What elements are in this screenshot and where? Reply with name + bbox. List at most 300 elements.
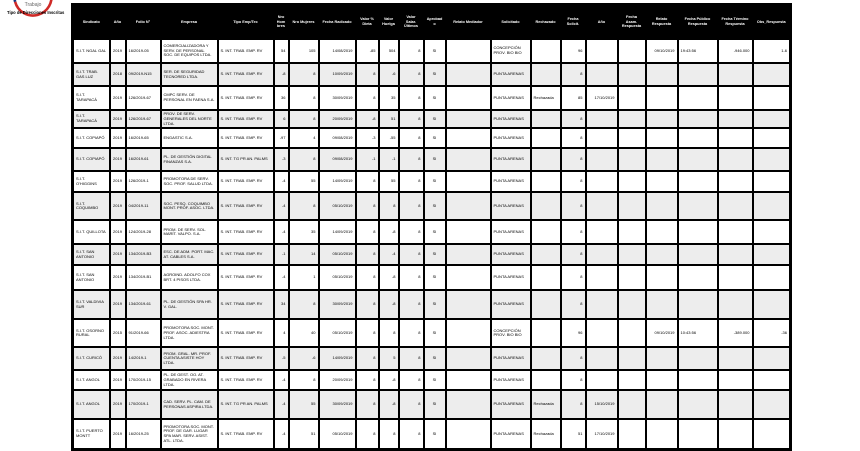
table-cell	[646, 110, 678, 128]
table-row	[73, 192, 791, 220]
table-cell: 14	[289, 244, 319, 265]
table-cell	[678, 370, 718, 390]
table-cell	[646, 265, 678, 290]
table-cell: SER. DE SEGURIDAD TECNORED LTDA.	[161, 63, 218, 86]
table-cell	[718, 419, 753, 449]
table-cell: 05/10/2019	[319, 319, 356, 347]
table-cell: -4	[274, 220, 289, 244]
table-cell: 30/09/2019	[319, 390, 356, 419]
table-cell: 8	[399, 220, 424, 244]
table-cell: S. INT. TRAB. EMP. RV	[218, 110, 274, 128]
table-cell: 8	[561, 192, 586, 220]
table-cell: 8	[356, 319, 379, 347]
table-cell: S.I.T. SAN ANTONIO	[73, 265, 110, 290]
table-cell: Rechazada	[531, 390, 561, 419]
table-cell: PROM. DE SERV. SOL. MARÍT. VALPO. S.A.	[161, 220, 218, 244]
table-cell: 1	[289, 265, 319, 290]
table-cell: S. INT. TRAB. EMP. RV	[218, 265, 274, 290]
table-cell: 09/08/2019	[319, 128, 356, 148]
table-cell: 8	[399, 110, 424, 128]
table-cell: PL. DE GESTIÓN SPA HR. V. GAL.	[161, 290, 218, 319]
table-cell	[678, 220, 718, 244]
table-cell: 8	[561, 390, 586, 419]
table-cell: 34	[274, 290, 289, 319]
table-cell: -5	[274, 347, 289, 370]
table-cell: 4	[289, 128, 319, 148]
table-cell: -97	[274, 128, 289, 148]
table-cell: AGROIND. ADOLFO COX BRT. 4 PISOS LTDA.	[161, 265, 218, 290]
logo-text: Trabajo	[24, 2, 42, 8]
table-cell: CONCEPCIÓN PROV. BIO BIO	[491, 319, 531, 347]
table-cell: PROMOTORA SOC. MONT. PROF. ASOC. ADIESTRA LTDA.	[161, 319, 218, 347]
table-cell: 05/10/2019	[319, 419, 356, 449]
table-cell: 17/10/2019	[586, 86, 618, 110]
table-cell: SI	[424, 220, 446, 244]
table-cell: S. INT. TRAB. EMP. RV	[218, 39, 274, 63]
table-cell	[678, 419, 718, 449]
table-cell: 14/09/2019	[319, 347, 356, 370]
table-cell: 8	[289, 192, 319, 220]
table-cell	[646, 128, 678, 148]
table-cell: -8	[379, 390, 399, 419]
table-row	[73, 110, 791, 128]
table-cell: PL. DE GEST. OO. AT. GRABADO EN RIVERA LTDA.	[161, 370, 218, 390]
table-cell	[446, 265, 491, 290]
table-cell: PROM. GRAL. MR. PROF. CUENTA ASISTE HOY LTDA.	[161, 347, 218, 370]
table-cell: PL. DE GESTIÓN DIGITAL FINANZAS S.A.	[161, 148, 218, 171]
table-cell	[586, 110, 618, 128]
table-cell	[678, 171, 718, 192]
table-cell	[753, 265, 791, 290]
table-cell	[586, 265, 618, 290]
table-cell: S.I.T. SAN ANTONIO	[73, 244, 110, 265]
column-header: Fecha Solicit.	[561, 5, 586, 40]
table-cell	[618, 63, 646, 86]
table-cell: S.I.T. O'HIGGINS	[73, 171, 110, 192]
table-cell: -85	[356, 39, 379, 63]
table-cell	[618, 244, 646, 265]
table-cell: -1	[356, 148, 379, 171]
table-cell: S.I.T. OSORNO RURAL	[73, 319, 110, 347]
column-header: Aprobado	[424, 5, 446, 40]
table-cell: -389.000	[718, 319, 753, 347]
table-cell: 16/2019-61	[126, 148, 161, 171]
table-cell	[618, 347, 646, 370]
table-cell: 96	[561, 39, 586, 63]
column-header: Valor Huelga	[379, 5, 399, 40]
table-cell	[531, 192, 561, 220]
table-row	[73, 171, 791, 192]
table-cell: S. INT. TRAB. EMP. RV	[218, 192, 274, 220]
table-cell: SI	[424, 319, 446, 347]
table-cell: 504	[379, 39, 399, 63]
column-header: Fecha Término Respuesta	[718, 5, 753, 40]
table-cell	[446, 370, 491, 390]
table-cell	[446, 419, 491, 449]
table-cell	[531, 220, 561, 244]
table-cell: 16/2019-05	[126, 39, 161, 63]
column-header: Fecha Público Respuesta	[678, 5, 718, 40]
table-cell	[718, 220, 753, 244]
table-cell	[753, 244, 791, 265]
table-cell: ESC. DE ADM. PORT. MAC. AT. CABLES S.A.	[161, 244, 218, 265]
table-cell: 30/09/2019	[319, 86, 356, 110]
table-row	[73, 265, 791, 290]
table-cell	[678, 148, 718, 171]
table-cell	[531, 290, 561, 319]
table-cell	[446, 171, 491, 192]
table-cell: S.I.T. NGAL GAL	[73, 39, 110, 63]
table-cell	[618, 319, 646, 347]
table-cell: S.I.T. TARAPACÁ	[73, 110, 110, 128]
table-cell: 35	[379, 86, 399, 110]
table-cell: 8	[561, 265, 586, 290]
table-cell: 8	[399, 148, 424, 171]
table-cell: SI	[424, 390, 446, 419]
table-cell: -8	[379, 290, 399, 319]
table-cell: 8	[399, 290, 424, 319]
table-row	[73, 148, 791, 171]
table-cell	[753, 390, 791, 419]
table-cell	[618, 148, 646, 171]
table-cell	[678, 192, 718, 220]
table-cell: 8	[561, 244, 586, 265]
table-cell: 40	[289, 319, 319, 347]
table-cell	[718, 192, 753, 220]
table-cell	[678, 128, 718, 148]
table-cell: -4	[274, 171, 289, 192]
table-cell	[678, 390, 718, 419]
table-cell: 8	[379, 419, 399, 449]
column-header: Valor Salar. Últimos	[399, 5, 424, 40]
table-cell: 134/2019-B3	[126, 244, 161, 265]
table-cell: 2019	[110, 192, 126, 220]
table-cell: 14/2019-1	[126, 347, 161, 370]
table-cell	[718, 148, 753, 171]
table-cell: 8	[561, 220, 586, 244]
table-cell: SI	[424, 347, 446, 370]
table-cell: -4	[274, 419, 289, 449]
table-cell: ENGASTIC S.A.	[161, 128, 218, 148]
table-row	[73, 220, 791, 244]
table-cell: 8	[399, 347, 424, 370]
table-cell: -8	[274, 63, 289, 86]
table-cell: 124/2019-28	[126, 220, 161, 244]
table-cell	[718, 86, 753, 110]
table-cell	[753, 290, 791, 319]
table-cell: 2019	[110, 86, 126, 110]
table-cell: S. INT. TG PR AN. PALMS	[218, 148, 274, 171]
table-cell: S.I.T. ANGOL	[73, 390, 110, 419]
table-cell: PUNTA ARENAS	[491, 86, 531, 110]
column-header: Nro Hombres	[274, 5, 289, 40]
table-cell: PUNTA ARENAS	[491, 419, 531, 449]
table-cell	[446, 220, 491, 244]
table-cell: 8	[356, 86, 379, 110]
table-cell	[678, 290, 718, 319]
table-cell: S. INT. TRAB. EMP. RV	[218, 290, 274, 319]
table-cell: S.I.T. TARAPACÁ	[73, 86, 110, 110]
table-cell	[646, 148, 678, 171]
table-cell: 8	[356, 192, 379, 220]
table-cell: 51	[561, 419, 586, 449]
table-cell	[718, 265, 753, 290]
table-cell	[586, 290, 618, 319]
table-cell: 96	[561, 319, 586, 347]
table-cell: 09/2019-N15	[126, 63, 161, 86]
table-cell: SOC. PESQ. COQUIMBO MONT. PROF. ASOC. LTDA.	[161, 192, 218, 220]
table-cell: 09/08/2019	[319, 148, 356, 171]
table-cell: 8	[356, 390, 379, 419]
table-cell: 8	[399, 86, 424, 110]
table-cell: 16/2019-25	[126, 419, 161, 449]
table-cell: 2019	[110, 171, 126, 192]
records-table	[71, 3, 792, 451]
table-cell: S.I.T. CURICÓ	[73, 347, 110, 370]
table-cell: PUNTA ARENAS	[491, 220, 531, 244]
table-cell: 2019	[110, 244, 126, 265]
table-cell	[586, 39, 618, 63]
table-cell: -8	[379, 220, 399, 244]
table-cell: 2019	[110, 419, 126, 449]
table-cell: 54	[274, 39, 289, 63]
table-cell: 8	[399, 192, 424, 220]
table-cell: S. INT. TG PR AN. PALMS	[218, 390, 274, 419]
table-cell	[446, 110, 491, 128]
table-cell: 2019	[110, 148, 126, 171]
table-cell: -1	[379, 148, 399, 171]
table-cell	[446, 290, 491, 319]
table-cell: S.I.T. COQUIMBO	[73, 192, 110, 220]
table-cell	[646, 290, 678, 319]
table-cell	[586, 192, 618, 220]
table-cell	[446, 347, 491, 370]
table-row	[73, 63, 791, 86]
table-cell	[531, 370, 561, 390]
column-header: Solicitado	[491, 5, 531, 40]
table-cell: 8	[561, 171, 586, 192]
table-cell	[618, 390, 646, 419]
table-cell	[446, 86, 491, 110]
table-cell	[446, 192, 491, 220]
table-cell	[646, 390, 678, 419]
table-cell	[618, 265, 646, 290]
table-cell	[531, 148, 561, 171]
table-cell: -8	[379, 370, 399, 390]
table-cell: 126/2019-1	[126, 171, 161, 192]
table-cell: 8	[399, 39, 424, 63]
table-cell: 8	[561, 128, 586, 148]
table-cell: 35	[289, 220, 319, 244]
table-cell: -8	[356, 110, 379, 128]
table-cell: 19:43:56	[678, 39, 718, 63]
table-cell: S. INT. TRAB. EMP. RV	[218, 128, 274, 148]
table-row	[73, 370, 791, 390]
table-cell	[718, 128, 753, 148]
table-cell: -4	[274, 370, 289, 390]
table-row	[73, 419, 791, 449]
table-cell	[678, 63, 718, 86]
table-cell	[586, 220, 618, 244]
table-cell	[678, 110, 718, 128]
column-header: Nro Mujeres	[289, 5, 319, 40]
table-cell: -8	[379, 265, 399, 290]
table-cell: 30/09/2019	[319, 290, 356, 319]
table-cell	[586, 370, 618, 390]
table-cell: PUNTA ARENAS	[491, 347, 531, 370]
table-cell	[618, 171, 646, 192]
table-cell: 8	[561, 110, 586, 128]
table-cell: 91/2019-66	[126, 319, 161, 347]
table-row	[73, 86, 791, 110]
table-cell: -3	[356, 128, 379, 148]
column-header: Fecha Radicado	[319, 5, 356, 40]
table-cell: 2019	[110, 220, 126, 244]
table-cell	[678, 265, 718, 290]
table-cell	[586, 63, 618, 86]
table-cell	[586, 244, 618, 265]
table-cell: 2019	[110, 128, 126, 148]
table-cell: 04/2019-11	[126, 192, 161, 220]
table-cell	[753, 220, 791, 244]
table-cell: 8	[561, 63, 586, 86]
column-header: Sindicato	[73, 5, 110, 40]
table-cell: SI	[424, 148, 446, 171]
table-cell: 10:43:56	[678, 319, 718, 347]
table-cell: 51	[379, 110, 399, 128]
table-cell	[531, 63, 561, 86]
table-cell: 14/09/2019	[319, 220, 356, 244]
table-cell	[753, 370, 791, 390]
table-cell: PUNTA ARENAS	[491, 63, 531, 86]
table-cell: SI	[424, 128, 446, 148]
table-row	[73, 347, 791, 370]
table-cell	[531, 319, 561, 347]
table-cell	[618, 192, 646, 220]
table-cell: -4	[274, 265, 289, 290]
table-cell: 8	[289, 86, 319, 110]
table-cell: 05/10/2019	[319, 244, 356, 265]
table-cell: -4	[274, 390, 289, 419]
table-cell: PUNTA ARENAS	[491, 171, 531, 192]
column-header: Fecha Asam. Respuesta	[618, 5, 646, 40]
table-cell: 8	[356, 290, 379, 319]
table-cell	[753, 148, 791, 171]
table-cell: 8	[399, 319, 424, 347]
table-cell: 55	[289, 171, 319, 192]
table-cell: PROV. DE SERV. GENERALES DEL NORTE LTDA.	[161, 110, 218, 128]
table-cell: 2019	[110, 110, 126, 128]
table-cell: CAD. SERV. PL. CAM. DE PERSONAS ASPIRA LTDA.	[161, 390, 218, 419]
table-cell: -36	[753, 319, 791, 347]
table-cell	[718, 63, 753, 86]
column-header: Relato Mediador	[446, 5, 491, 40]
table-cell	[531, 39, 561, 63]
table-cell	[718, 244, 753, 265]
table-cell: 15/10/2019	[586, 390, 618, 419]
table-cell: S. INT. TRAB. EMP. RV	[218, 244, 274, 265]
table-cell: SI	[424, 419, 446, 449]
column-header: Valor % Dieta	[356, 5, 379, 40]
table-cell: 09/10/2019	[646, 39, 678, 63]
table-header	[73, 5, 791, 40]
table-cell: -55	[379, 128, 399, 148]
table-cell	[586, 171, 618, 192]
table-cell: S. INT. TRAB. EMP. RV	[218, 419, 274, 449]
report-caption: Tipo de Direcciones Inscritas	[7, 10, 65, 15]
table-cell	[618, 220, 646, 244]
table-cell: S. INT. TRAB. EMP. RV	[218, 171, 274, 192]
table-cell	[753, 86, 791, 110]
table-cell: -1	[274, 244, 289, 265]
table-cell: S. INT. TRAB. EMP. RV	[218, 86, 274, 110]
table-cell	[646, 171, 678, 192]
table-cell: PROMOTORA SOC. MONT. PROF. DE GAR. LUGAR SPA MAR. SERV. ASIST. ATL. LTDA.	[161, 419, 218, 449]
table-cell: 14/09/2019	[319, 171, 356, 192]
table-cell: 105	[289, 39, 319, 63]
table-cell	[753, 419, 791, 449]
table-cell: S.I.T. QUILLOTA	[73, 220, 110, 244]
table-cell: 6	[274, 110, 289, 128]
table-cell	[618, 419, 646, 449]
table-cell: S.I.T. TRAB. GAS LUZ	[73, 63, 110, 86]
table-cell: PUNTA ARENAS	[491, 390, 531, 419]
table-cell: PUNTA ARENAS	[491, 110, 531, 128]
table-cell: 8	[399, 244, 424, 265]
table-cell	[618, 110, 646, 128]
table-cell	[646, 220, 678, 244]
table-cell: Rechazada	[531, 419, 561, 449]
table-cell: S. INT. TRAB. EMP. RV	[218, 319, 274, 347]
table-cell: SI	[424, 63, 446, 86]
table-cell: 8	[399, 390, 424, 419]
table-cell: -6	[379, 63, 399, 86]
table-cell: -3	[274, 148, 289, 171]
table-cell: 05/10/2019	[319, 192, 356, 220]
table-cell: 10/09/2019	[319, 63, 356, 86]
column-header: Tipo Emp/Tec	[218, 5, 274, 40]
table-cell: SI	[424, 290, 446, 319]
table-cell: 5	[379, 347, 399, 370]
table-cell	[718, 171, 753, 192]
table-cell: 8	[356, 265, 379, 290]
table-cell: COMERCIALIZADORA Y SERV. DE PERSONAL SOC. DE EQUIPOS LTDA.	[161, 39, 218, 63]
column-header: Año	[586, 5, 618, 40]
brand-area	[0, 0, 70, 40]
table-row	[73, 319, 791, 347]
table-cell: 126/2019-67	[126, 86, 161, 110]
table-cell	[678, 244, 718, 265]
table-cell: -4	[379, 244, 399, 265]
table-cell: 16/2019-65	[126, 128, 161, 148]
table-cell	[446, 63, 491, 86]
table-cell	[618, 39, 646, 63]
table-cell	[646, 63, 678, 86]
table-cell: SI	[424, 265, 446, 290]
column-header: Año	[110, 5, 126, 40]
table-cell: 17/10/2019	[586, 419, 618, 449]
table-cell: 8	[379, 319, 399, 347]
table-cell	[678, 86, 718, 110]
table-cell: PUNTA ARENAS	[491, 148, 531, 171]
table-cell: S.I.T. COPIAPÓ	[73, 148, 110, 171]
table-cell: 2019	[110, 370, 126, 390]
table-cell: 8	[289, 110, 319, 128]
header-row	[73, 5, 791, 40]
table-cell: 1-6	[753, 39, 791, 63]
table-cell: 8	[289, 148, 319, 171]
table-cell: 8	[289, 370, 319, 390]
